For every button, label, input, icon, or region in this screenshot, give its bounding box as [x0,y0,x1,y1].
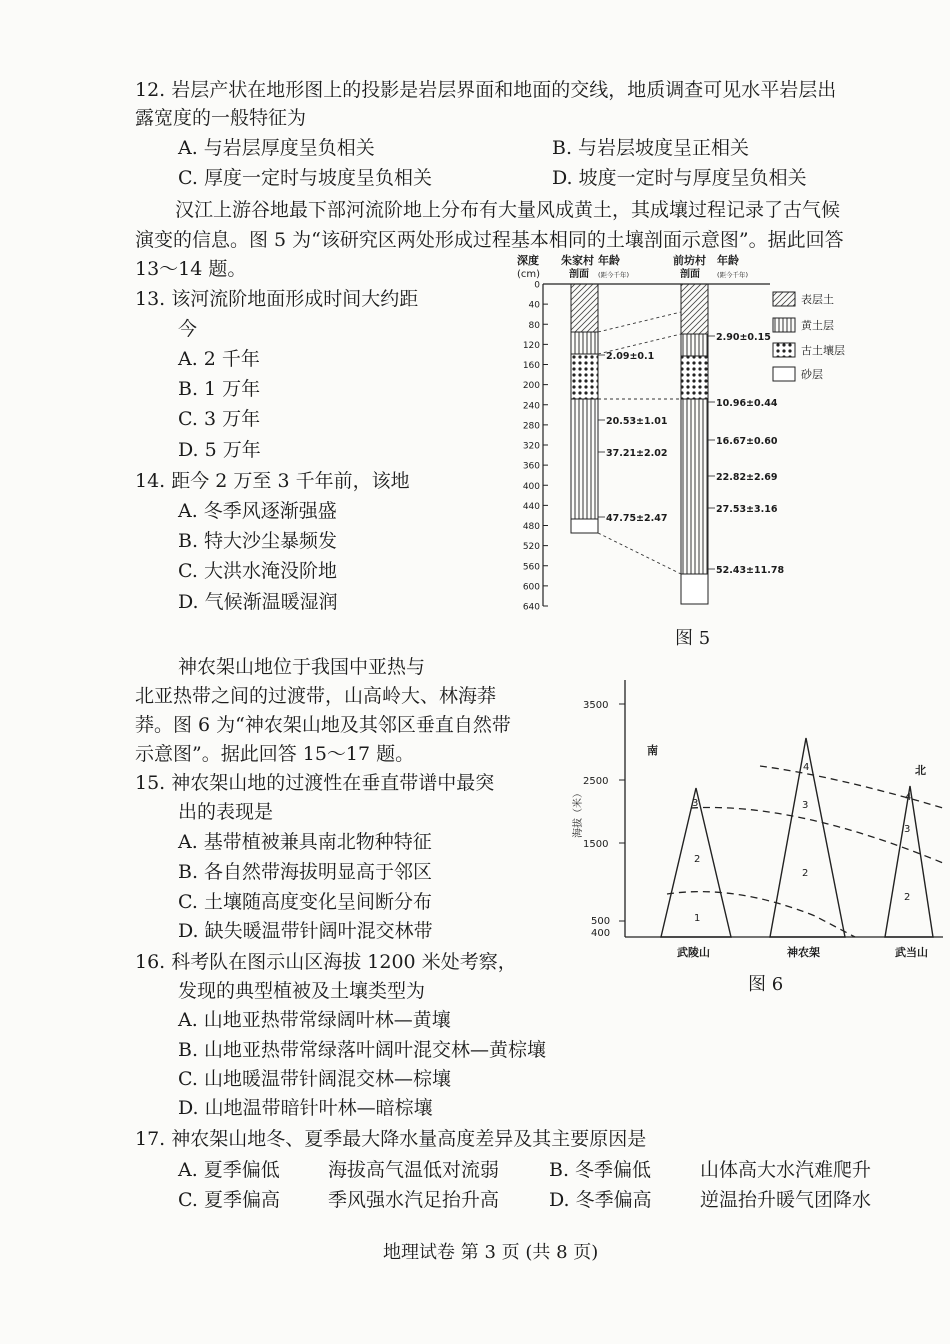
q16-option-d[interactable]: D. 山地温带暗针叶林—暗棕壤 [178,1097,433,1119]
fig5-col2-age-4: 22.82±2.69 [716,472,778,483]
fig6-caption: 图 6 [748,974,784,995]
q12-stem-line1: 12. 岩层产状在地形图上的投影是岩层界面和地面的交线，地质调查可见水平岩层出 [135,79,837,101]
fig5-legend-paleosol: 古土壤层 [801,344,845,357]
fig5-col2-age-header: 年龄 [717,254,739,267]
q15-option-d[interactable]: D. 缺失暖温带针阔叶混交林带 [178,920,433,942]
fig5-col1-age-4: 47.75±2.47 [606,513,668,524]
intro13-line2: 演变的信息。图 5 为“该研究区两处形成过程基本相同的土壤剖面示意图”。据此回答 [135,229,844,251]
fig6-mountain-wudang [885,786,933,937]
fig6-ytick-2500: 2500 [583,776,609,787]
fig6-zone-label: 3 [904,824,911,835]
fig5-depth-tick-label: 280 [522,421,540,432]
fig5-depth-header: 深度 [517,254,539,267]
fig5-col2-age-6: 52.43±11.78 [716,565,785,576]
fig6-ytick-400: 400 [591,928,611,939]
fig5-legend-paleosol-swatch [773,343,795,357]
q13-option-b[interactable]: B. 1 万年 [178,378,261,400]
intro15-line1: 神农架山地位于我国中亚热与 [178,656,426,678]
fig5-col2-sand [681,574,708,604]
q15-stem-line2: 出的表现是 [178,801,274,823]
fig5-depth-tick-label: 640 [522,602,540,612]
q13-option-d[interactable]: D. 5 万年 [178,439,261,461]
intro15-line2: 北亚热带之间的过渡带，山高岭大、林海莽 [135,685,497,707]
q13-option-a[interactable]: A. 2 千年 [178,348,260,370]
fig5-col1-name: 朱家村 [561,254,594,267]
fig5-depth-tick-label: 200 [522,381,540,392]
fig5-col2-paleosol [681,356,708,399]
fig5-depth-tick-label: 520 [522,542,540,553]
fig5-depth-tick-label: 0 [534,280,540,291]
q17-option-c-text[interactable]: 季风强水汽足抬升高 [328,1189,500,1211]
fig5-col1-sand [571,519,598,533]
fig5-depth-tick-label: 360 [522,461,540,472]
q12-option-c[interactable]: C. 厚度一定时与坡度呈负相关 [178,167,432,189]
fig5-depth-unit: (cm) [517,269,541,280]
fig6-label-north: 北 [915,764,926,777]
q17-option-b-label[interactable]: B. 冬季偏低 [549,1159,652,1181]
fig5-col2-name: 前坊村 [673,254,706,267]
fig6-mountain-name-shennongjia: 神农架 [787,946,820,959]
intro15-line4: 示意图”。据此回答 15～17 题。 [135,743,415,765]
fig5-col1-loess-upper [571,332,598,354]
fig5-col2-topsoil [681,284,708,334]
q17-option-a-text[interactable]: 海拔高气温低对流弱 [328,1159,500,1181]
fig6-zone-label: 4 [803,762,810,773]
fig6-ytick-500: 500 [591,916,611,927]
fig5-depth-tick-label: 320 [522,441,540,452]
fig6-zone-label: 2 [694,854,701,865]
fig5-correlation-line [598,312,681,332]
q13-stem-line2: 今 [178,318,198,340]
fig5-col1-age-header: 年龄 [598,254,620,267]
fig5-depth-tick-label: 80 [528,320,540,331]
fig5-col1-age-unit: (距今千年) [598,271,630,279]
fig5-depth-tick-label: 480 [522,522,540,532]
q14-option-c[interactable]: C. 大洪水淹没阶地 [178,560,337,582]
fig6-zone-label: 4 [905,792,912,803]
q14-option-d[interactable]: D. 气候渐温暖湿润 [178,591,338,613]
fig5-col2-sub: 剖面 [680,269,700,280]
q17-option-a-label[interactable]: A. 夏季偏低 [178,1159,280,1181]
fig5-col2-age-5: 27.53±3.16 [716,504,778,515]
fig5-legend-sand-swatch [773,367,795,381]
fig5-depth-tick-label: 560 [522,562,540,573]
fig5-legend-topsoil-swatch [773,292,795,306]
q12-stem-line2: 露宽度的一般特征为 [135,107,307,129]
q17-option-b-text[interactable]: 山体高大水汽难爬升 [700,1159,872,1181]
fig5-legend-sand: 砂层 [801,368,823,381]
fig5-depth-tick-label: 600 [522,582,540,593]
q13-stem-line1: 13. 该河流阶地面形成时间大约距 [135,288,419,310]
q13-option-c[interactable]: C. 3 万年 [178,408,261,430]
q17-option-c-label[interactable]: C. 夏季偏高 [178,1189,280,1211]
q16-option-c[interactable]: C. 山地暖温带针阔混交林—棕壤 [178,1068,451,1090]
fig5-legend-loess-swatch [773,318,795,332]
fig5-col1-age-1: 2.09±0.1 [606,351,655,362]
q16-option-a[interactable]: A. 山地亚热带常绿阔叶林—黄壤 [178,1009,451,1031]
fig5-correlation-line [598,533,681,574]
q12-option-a[interactable]: A. 与岩层厚度呈负相关 [178,137,375,159]
fig5-col2-age-unit: (距今千年) [717,271,749,279]
fig6-ylabel: 海拔（米） [573,788,584,838]
fig6-zone-label: 1 [694,913,701,924]
fig5-depth-tick-label: 160 [522,361,540,371]
fig6-label-south: 南 [647,744,658,757]
q14-stem: 14. 距今 2 万至 3 千年前，该地 [135,470,410,492]
fig6-zone-label: 3 [692,798,699,809]
fig5-col1-sub: 剖面 [569,269,589,280]
fig6-zone-label: 2 [904,892,911,903]
fig6-zone-label: 2 [802,868,809,879]
fig5-col1-paleosol [571,354,598,399]
fig6-ytick-1500: 1500 [583,839,609,850]
fig5-caption: 图 5 [675,628,711,649]
fig6-mountain-name-wudang: 武当山 [895,946,928,959]
fig5-col2-age-1: 2.90±0.15 [716,332,771,343]
fig5-depth-tick-label: 440 [522,501,540,512]
fig5-col1-age-3: 37.21±2.02 [606,448,668,459]
fig5-depth-tick-label: 120 [522,340,540,351]
q12-option-b[interactable]: B. 与岩层坡度呈正相关 [552,137,750,159]
fig5-col1-age-2: 20.53±1.01 [606,416,668,427]
intro15-line3: 莽。图 6 为“神农架山地及其邻区垂直自然带 [135,714,511,736]
q15-option-b[interactable]: B. 各自然带海拔明显高于邻区 [178,861,433,883]
intro13-line3: 13～14 题。 [135,258,247,280]
q12-option-d[interactable]: D. 坡度一定时与厚度呈负相关 [552,167,807,189]
q15-stem-line1: 15. 神农架山地的过渡性在垂直带谱中最突 [135,772,495,794]
q16-stem-line1: 16. 科考队在图示山区海拔 1200 米处考察， [135,951,517,973]
fig5-col2-loess-lower [681,399,708,574]
q17-stem: 17. 神农架山地冬、夏季最大降水量高度差异及其主要原因是 [135,1128,647,1150]
q16-option-b[interactable]: B. 山地亚热带常绿落叶阔叶混交林—黄棕壤 [178,1039,547,1061]
fig5-col1-topsoil [571,284,598,332]
intro13-line1: 汉江上游谷地最下部河流阶地上分布有大量风成黄土，其成壤过程记录了古气候 [175,199,841,221]
fig6-ytick-3500: 3500 [583,700,609,711]
fig5-col1-loess-lower [571,399,598,519]
q15-option-c[interactable]: C. 土壤随高度变化呈间断分布 [178,891,432,913]
fig6-zone-label: 3 [802,800,809,811]
fig5-col2-loess-upper [681,334,708,356]
q17-option-d-label[interactable]: D. 冬季偏高 [549,1189,652,1211]
fig5-depth-tick-label: 400 [522,481,540,492]
fig5-depth-tick-label: 40 [528,300,540,311]
q15-option-a[interactable]: A. 基带植被兼具南北物种特征 [178,831,432,853]
q14-option-a[interactable]: A. 冬季风逐渐强盛 [178,500,337,522]
fig5-col2-age-2: 10.96±0.44 [716,398,778,409]
q14-option-b[interactable]: B. 特大沙尘暴频发 [178,530,338,552]
fig5-depth-tick-label: 240 [522,401,540,412]
page-footer: 地理试卷 第 3 页 (共 8 页) [383,1242,599,1263]
fig6-mountain-name-wuling: 武陵山 [677,946,710,959]
figure-5-soil-profile [505,252,885,612]
q17-option-d-text[interactable]: 逆温抬升暖气团降水 [700,1189,872,1211]
fig5-col2-age-3: 16.67±0.60 [716,436,778,447]
fig5-legend-loess: 黄土层 [801,319,834,332]
q16-stem-line2: 发现的典型植被及土壤类型为 [178,980,426,1002]
figure-6-vertical-zones [565,678,945,968]
fig5-legend-topsoil: 表层土 [801,293,834,306]
